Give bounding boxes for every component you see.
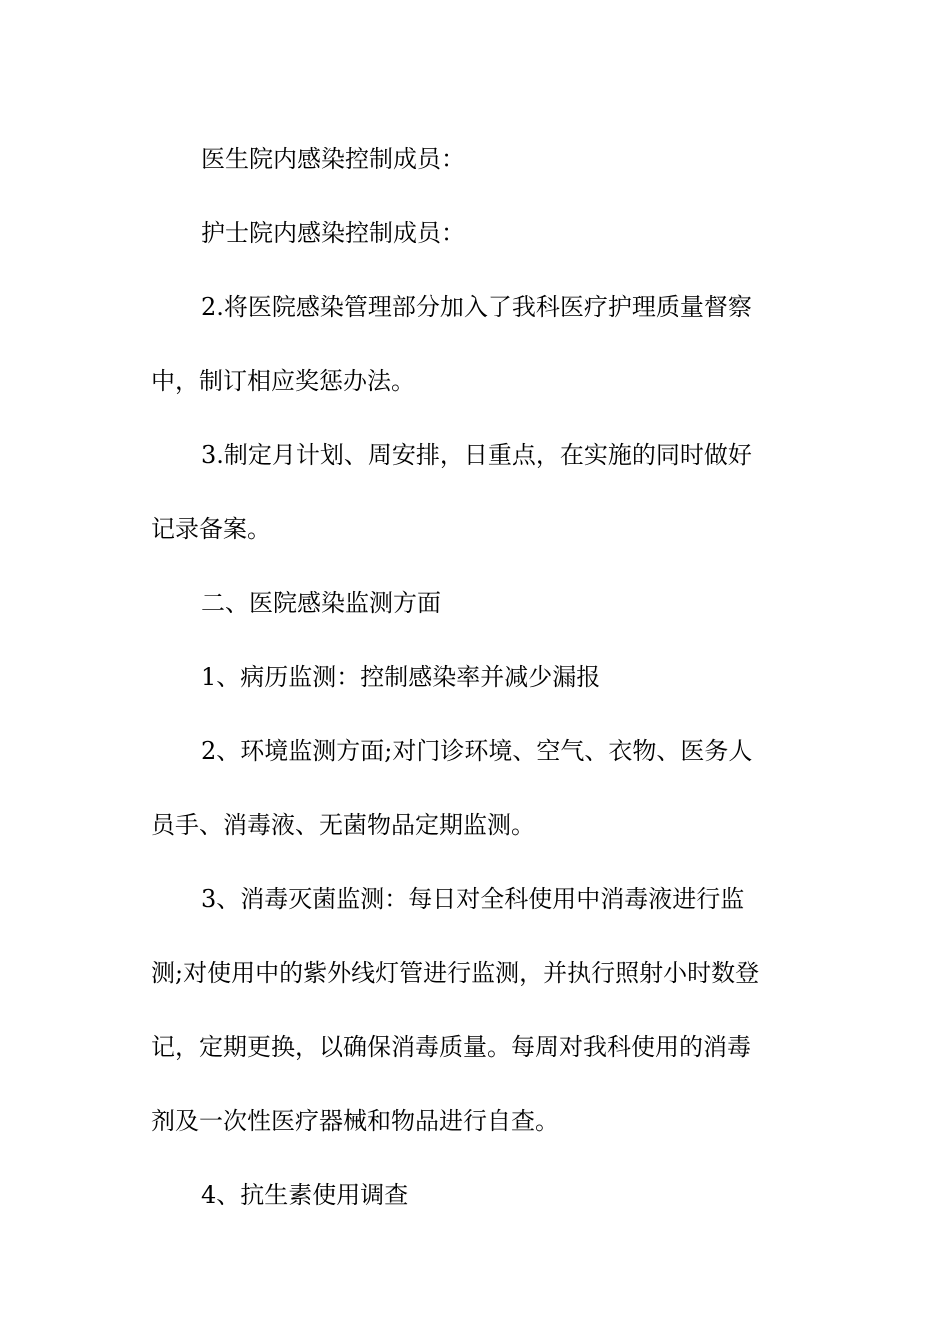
text-line: 2、环境监测方面;对门诊环境、空气、衣物、医务人: [201, 737, 753, 765]
text-line: 4、抗生素使用调查: [201, 1181, 409, 1209]
text-line: 护士院内感染控制成员：: [201, 219, 465, 247]
text-line: 3、消毒灭菌监测：每日对全科使用中消毒液进行监: [201, 885, 745, 913]
document-body: [151, 122, 803, 1232]
text-line: 记，定期更换，以确保消毒质量。每周对我科使用的消毒: [151, 1033, 751, 1061]
text-line: 3.制定月计划、周安排，日重点，在实施的同时做好: [201, 441, 752, 469]
text-line: 中，制订相应奖惩办法。: [151, 367, 415, 395]
paragraph-item-3: [151, 418, 803, 566]
text-line: 2.将医院感染管理部分加入了我科医疗护理质量督察: [201, 293, 752, 321]
text-line: 记录备案。: [151, 515, 271, 543]
section-heading-monitoring: [151, 566, 803, 640]
text-line: 1、病历监测：控制感染率并减少漏报: [201, 663, 601, 691]
text-line: 医生院内感染控制成员：: [201, 145, 465, 173]
text-line: 剂及一次性医疗器械和物品进行自查。: [151, 1107, 559, 1135]
paragraph-environment-monitoring: [151, 714, 803, 862]
paragraph-antibiotic-survey: [151, 1158, 803, 1232]
paragraph-disinfection-monitoring: [151, 862, 803, 1158]
text-line: 测;对使用中的紫外线灯管进行监测，并执行照射小时数登: [151, 959, 760, 987]
paragraph-doctor-members: [151, 122, 803, 196]
paragraph-case-monitoring: [151, 640, 803, 714]
paragraph-nurse-members: [151, 196, 803, 270]
section-heading: 二、医院感染监测方面: [201, 589, 441, 617]
paragraph-item-2: [151, 270, 803, 418]
text-line: 员手、消毒液、无菌物品定期监测。: [151, 811, 535, 839]
